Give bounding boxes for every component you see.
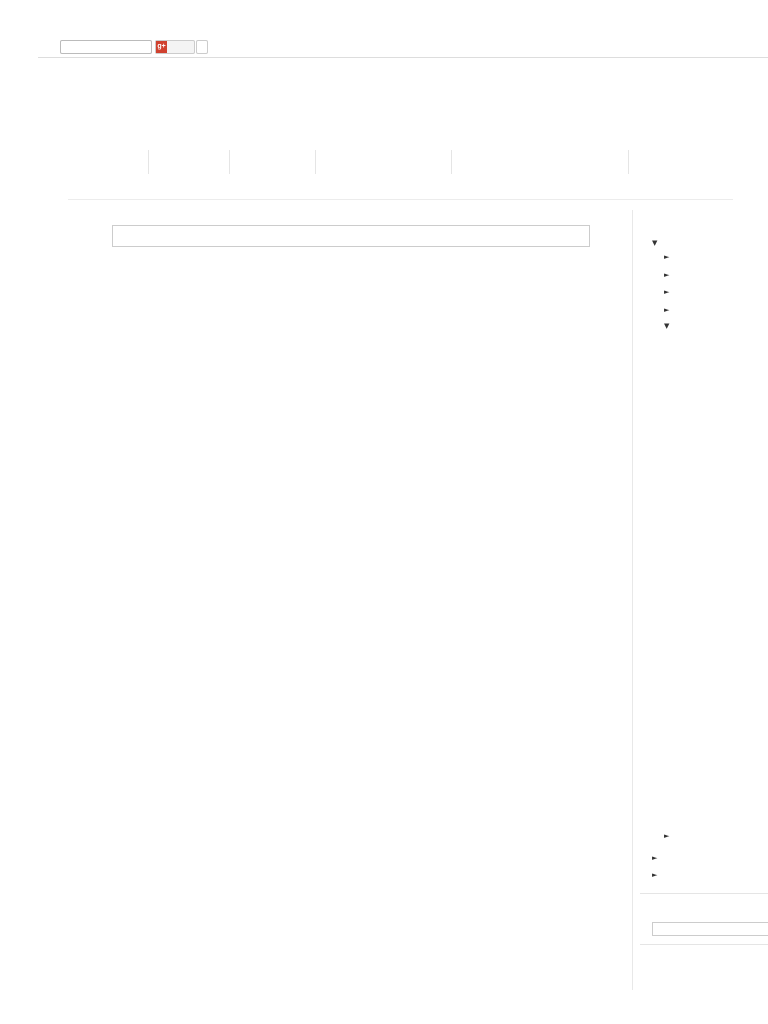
archive-month-august[interactable] bbox=[664, 305, 675, 314]
navbar-search-input[interactable] bbox=[60, 40, 152, 54]
sidebar-divider-line bbox=[640, 944, 768, 945]
google-plus-icon: g+ bbox=[156, 41, 167, 53]
archive-month-july[interactable] bbox=[664, 321, 675, 330]
sidebar-search-input[interactable] bbox=[652, 922, 768, 936]
archive-year-2012[interactable] bbox=[652, 853, 663, 862]
expand-triangle-icon[interactable]: ► bbox=[664, 306, 670, 314]
blogger-navbar bbox=[0, 0, 768, 60]
tabs-divider bbox=[68, 199, 733, 200]
expand-triangle-icon[interactable]: ► bbox=[664, 271, 670, 279]
sidebar-divider-line bbox=[640, 893, 768, 894]
archive-year-2013[interactable] bbox=[652, 238, 663, 247]
navbar-divider bbox=[38, 57, 768, 58]
archive-month-september[interactable] bbox=[664, 287, 675, 296]
expand-triangle-icon[interactable]: ► bbox=[652, 854, 658, 862]
sidebar-divider bbox=[632, 210, 633, 990]
expand-triangle-icon[interactable]: ► bbox=[652, 871, 658, 879]
expand-triangle-icon[interactable]: ► bbox=[664, 832, 670, 840]
pages-tab-bar bbox=[68, 150, 768, 200]
expand-triangle-icon[interactable]: ► bbox=[664, 253, 670, 261]
expand-triangle-icon[interactable]: ► bbox=[664, 288, 670, 296]
archive-month-november[interactable] bbox=[664, 252, 675, 261]
archive-month-october[interactable] bbox=[664, 270, 675, 279]
collapse-triangle-icon[interactable]: ▼ bbox=[652, 239, 658, 247]
label-status-message bbox=[112, 225, 590, 247]
share-count bbox=[196, 40, 208, 54]
collapse-triangle-icon[interactable]: ▼ bbox=[664, 322, 670, 330]
google-plus-share-button[interactable] bbox=[155, 40, 195, 54]
archive-month-june[interactable] bbox=[664, 831, 675, 840]
archive-year-2011[interactable] bbox=[652, 870, 663, 879]
